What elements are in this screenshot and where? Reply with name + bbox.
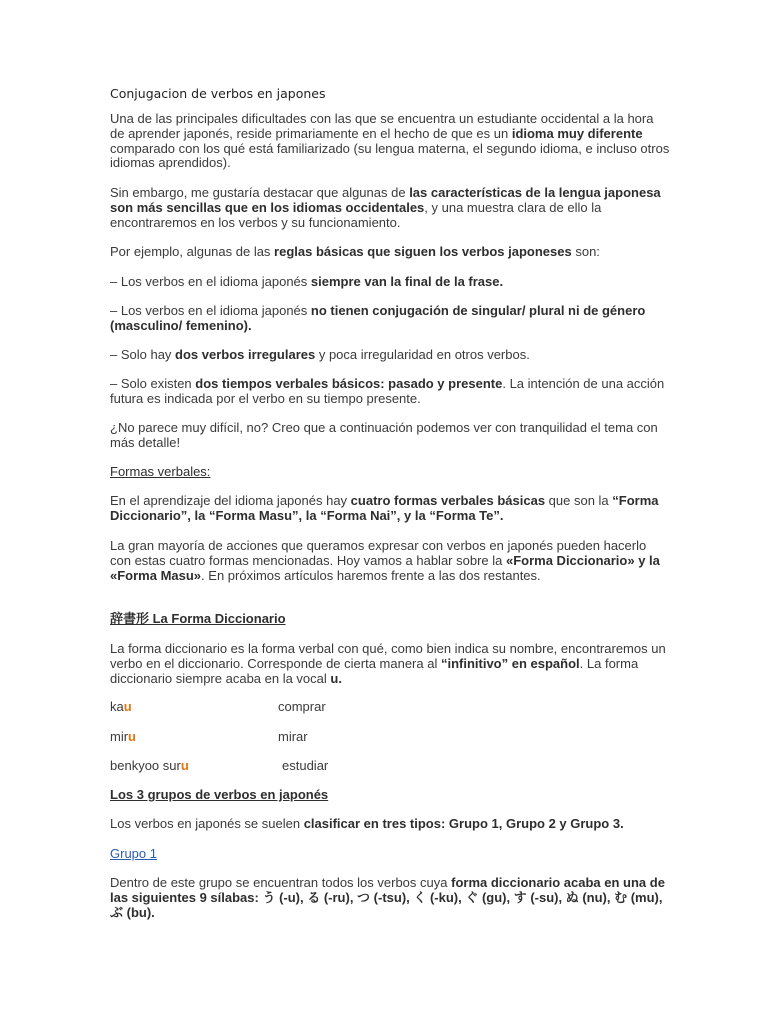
text-run: . La intención de una acción futura es indicada por el verbo en su tiempo presente. [110, 376, 665, 406]
text-run: – Los verbos en el idioma japonés [110, 274, 311, 289]
intro-paragraph [110, 112, 670, 171]
example-meaning: mirar [278, 729, 308, 744]
paragraph-grupo-1 [110, 876, 670, 920]
bold-run: “Forma Diccionario”, la “Forma Masu”, la “Forma Nai”, y la “Forma Te”. [110, 493, 659, 523]
text-run: – Solo existen [110, 376, 196, 391]
bold-run: clasificar en tres tipos: Grupo 1, Grupo 2 y Grupo 3. [303, 816, 624, 831]
paragraph-reglas [110, 245, 670, 260]
verb-ending: u [180, 758, 189, 773]
text-run: – Los verbos en el idioma japonés [110, 303, 311, 318]
heading-text: Los 3 grupos de verbos en japonés [110, 787, 329, 802]
example-verb [110, 759, 189, 774]
example-meaning: comprar [278, 699, 326, 714]
bold-run: dos verbos irregulares [175, 347, 316, 362]
paragraph-detalle [110, 421, 670, 451]
paragraph-caracteristicas [110, 186, 670, 230]
bold-run: las características de la lengua japonesa son más sencillas que en los idiomas occidentales [110, 185, 661, 215]
bold-run: cuatro formas verbales básicas [350, 493, 546, 508]
paragraph-cuatro-formas [110, 494, 670, 524]
text-run: . La forma diccionario siempre acaba en la vocal [110, 655, 639, 686]
section-heading-diccionario [110, 612, 670, 627]
text-run: comparado con los qué está familiarizado (su lengua materna, el segundo idioma, e incluso otros idiomas aprendidos). [110, 140, 670, 171]
bold-run: “infinitivo” en español [440, 655, 580, 671]
text-run: – Solo hay [110, 347, 176, 362]
bold-run: forma diccionario acaba en una de las siguientes 9 sílabas: う (-u), る (-ru), つ (-tsu), く (-ku), ぐ (gu), す (-su), ぬ (nu), む (mu), ぶ (bu). [110, 875, 665, 920]
text-run: Una de las principales dificultades con las que se encuentra un estudiante occidental a la hora de aprender japonés, reside primariamente en el hecho de que es un [110, 111, 654, 141]
example-meaning: estudiar [282, 758, 329, 773]
text-run: , y una muestra clara de ello la encontraremos en los verbos y su funcionamiento. [110, 199, 602, 230]
rule-item [110, 304, 670, 334]
document-title: Conjugacion de verbos en japones [110, 86, 326, 101]
text-run: En el aprendizaje del idioma japonés hay [110, 493, 351, 508]
grupo-1-heading [110, 847, 670, 862]
bold-run: idioma muy diferente [511, 125, 643, 141]
verb-ending: u [128, 729, 136, 744]
rule-item [110, 377, 670, 407]
example-verb [110, 700, 132, 715]
bold-run: siempre van la final de la frase. [310, 274, 504, 289]
text-run: Por ejemplo, algunas de las [110, 244, 275, 259]
bold-run: dos tiempos verbales básicos: pasado y presente [195, 376, 503, 391]
paragraph-forma-diccionario [110, 642, 670, 686]
text-run: y poca irregularidad en otros verbos. [315, 347, 530, 362]
verb-stem: ka [110, 699, 124, 714]
bold-run: no tienen conjugación de singular/ plural ni de género (masculino/ femenino). [110, 303, 646, 333]
text-run: . En próximos artículos haremos frente a las dos restantes. [201, 567, 541, 583]
paragraph-clasificar [110, 817, 670, 832]
grupo-1-link[interactable]: Grupo 1 [110, 846, 157, 861]
text-run: Dentro de este grupo se encuentran todos los verbos cuya [110, 875, 452, 890]
heading-text: 辞書形 La Forma Diccionario [110, 611, 286, 626]
example-verb [110, 730, 136, 745]
text-run: Los verbos en japonés se suelen [110, 816, 304, 831]
bold-run: reglas básicas que siguen los verbos japoneses [274, 244, 572, 259]
rule-item [110, 275, 670, 290]
text-run: Sin embargo, me gustaría destacar que algunas de [110, 185, 410, 200]
verb-stem: benkyoo sur [110, 758, 181, 773]
section-heading-grupos [110, 788, 670, 803]
paragraph-mayoria [110, 539, 670, 583]
text-run: que son la [545, 493, 613, 508]
bold-run: u. [330, 670, 342, 686]
verb-stem: mir [110, 729, 129, 744]
text-run: son: [571, 244, 600, 259]
verb-ending: u [123, 699, 132, 714]
text-run: La gran mayoría de acciones que queramos expresar con verbos en japonés pueden hacerlo con estas cuatro formas mencionadas. Hoy vamos a hablar sobre la [110, 538, 647, 568]
rule-item [110, 348, 670, 363]
heading-text: Formas verbales: [110, 464, 211, 479]
bold-run: «Forma Diccionario» y la «Forma Masu» [110, 552, 660, 583]
text-run: ¿No parece muy difícil, no? Creo que a continuación podemos ver con tranquilidad el tema con más detalle! [110, 420, 658, 450]
text-run: La forma diccionario es la forma verbal con qué, como bien indica su nombre, encontraremos un verbo en el diccionario. Corresponde de cierta manera al [110, 641, 666, 671]
section-heading-formas [110, 465, 670, 480]
